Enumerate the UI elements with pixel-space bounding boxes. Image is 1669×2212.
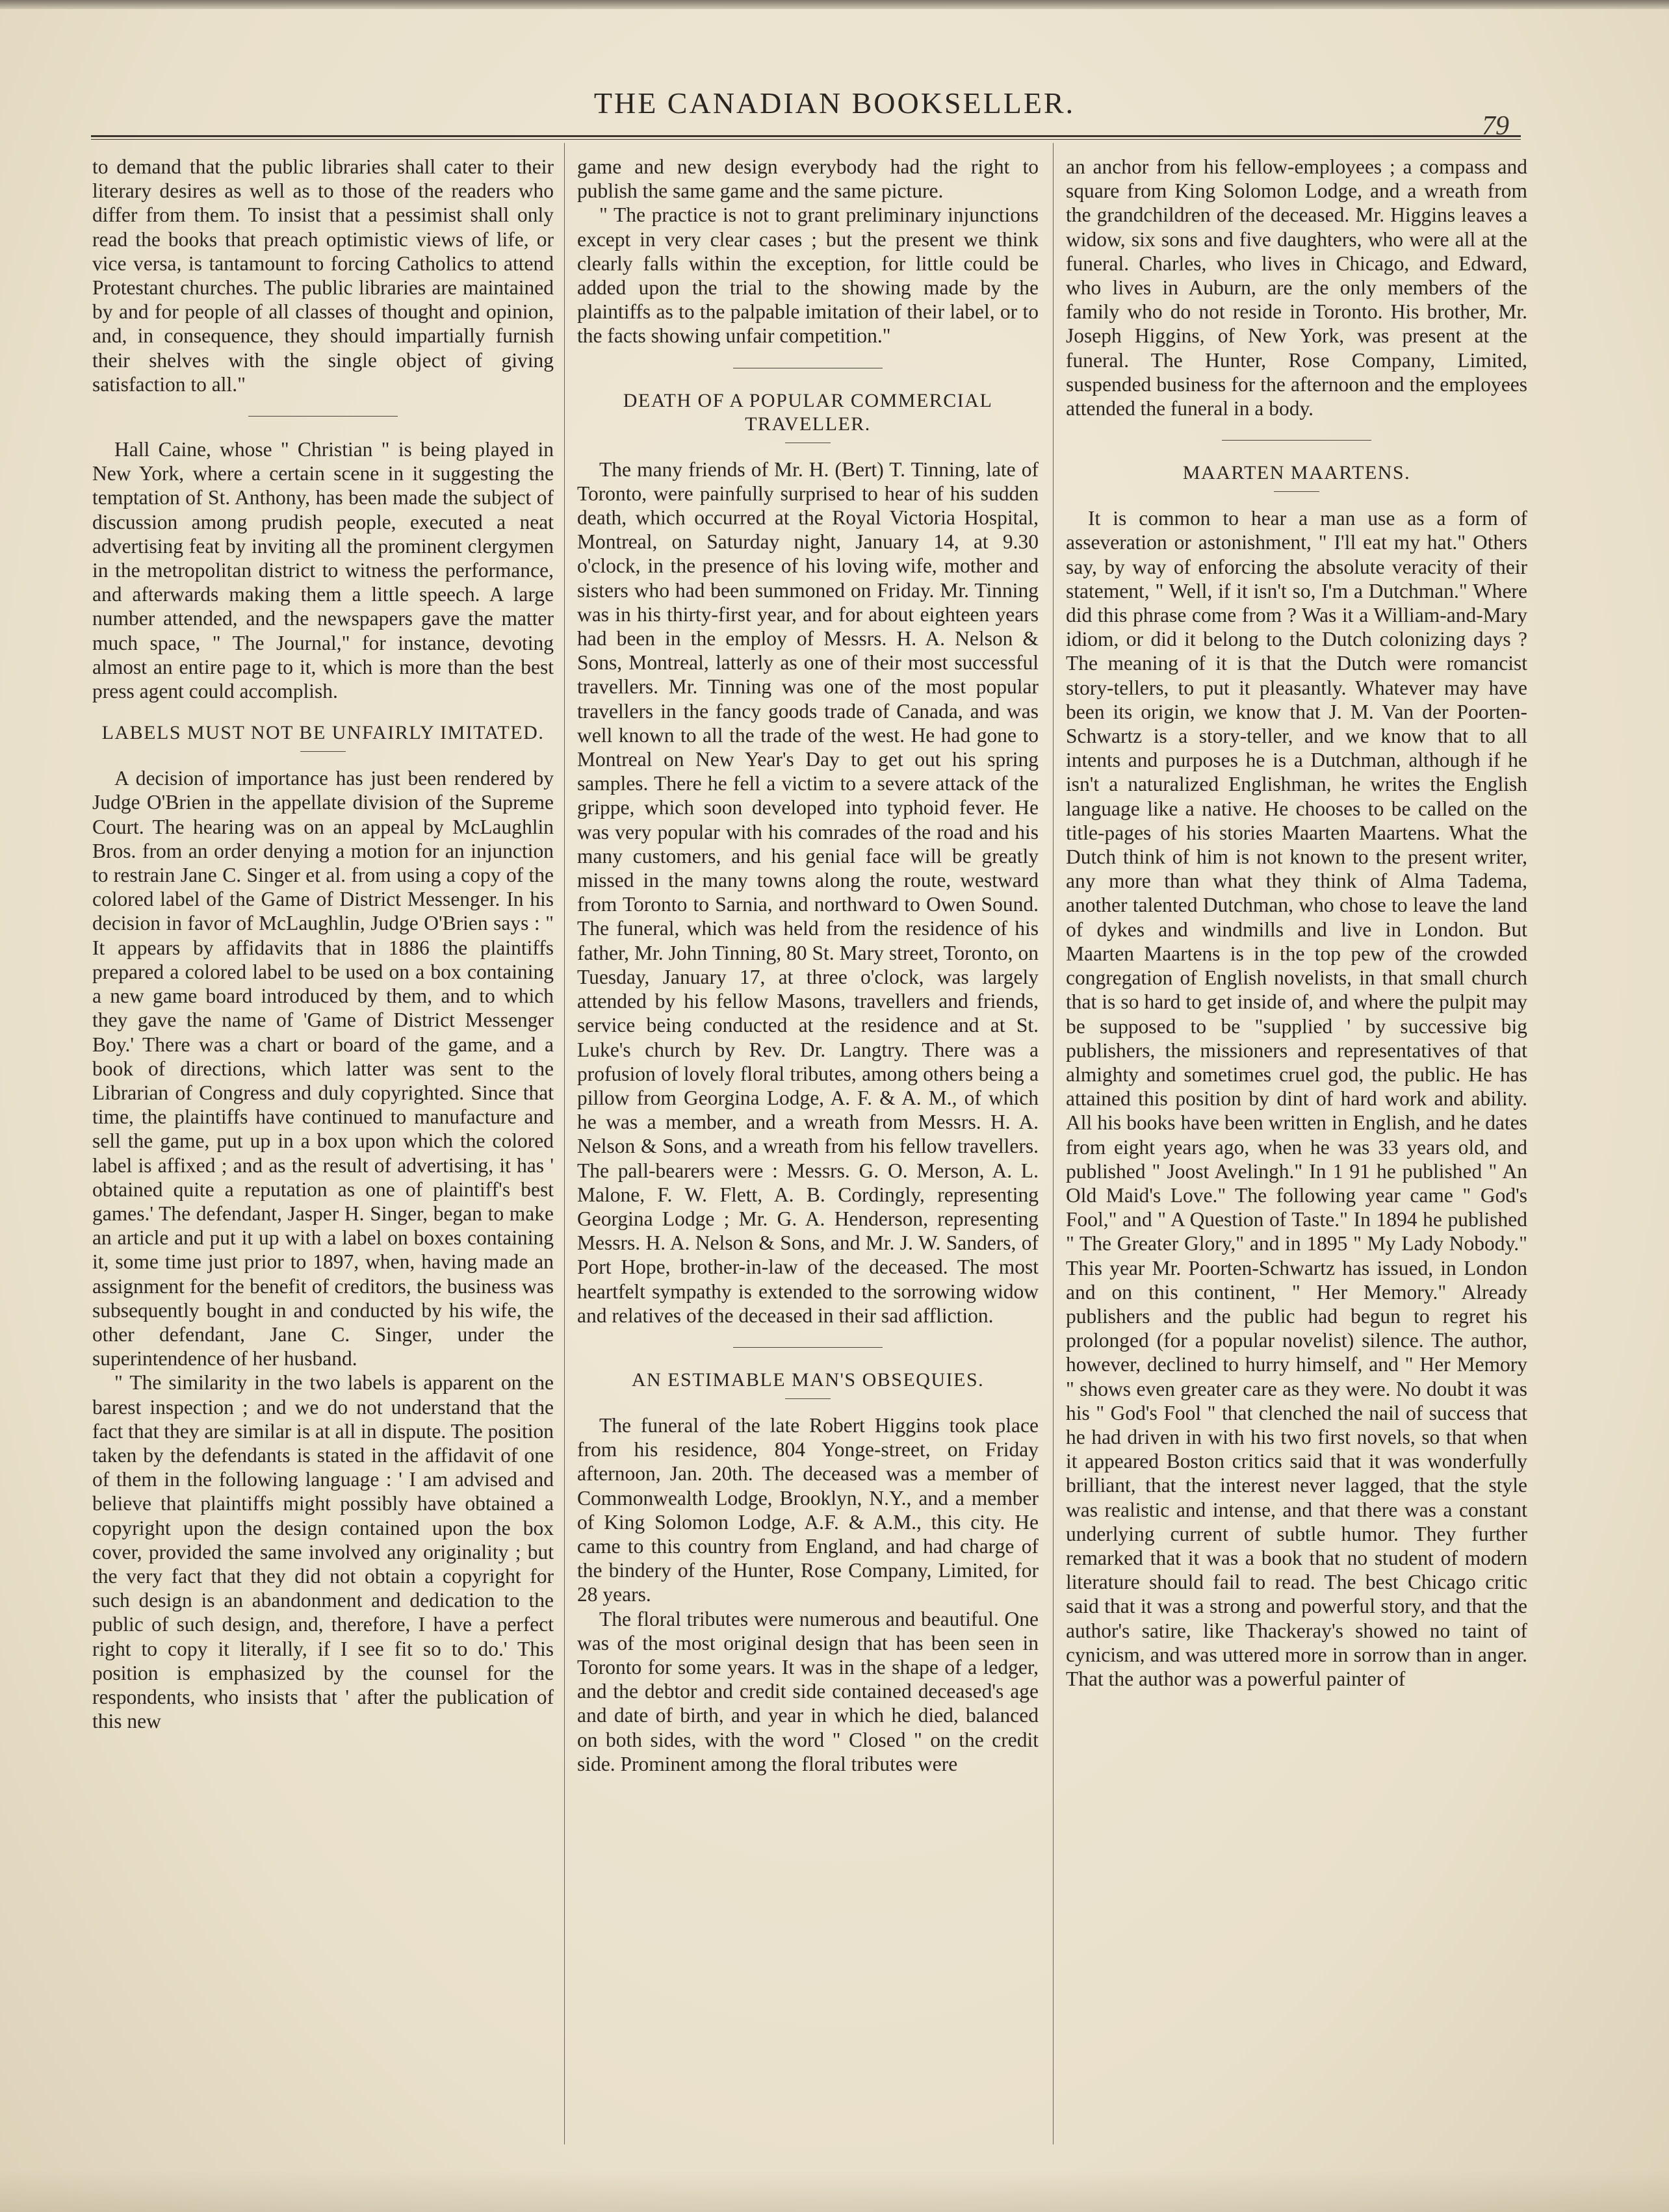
page-top-edge [0,0,1669,9]
paragraph: The funeral of the late Robert Higgins took place from his residence, 804 Yonge-street, on Friday afternoon, Jan. 20th. The deceased was a member of Commonwealth Lodge, Brooklyn, N.Y., and a member of King Solomon Lodge, A.F. & A.M., this city. He came to this country from England, and had charge of the bindery of the Hunter, Rose Company, Limited, for 28 years. [577,1413,1039,1606]
paragraph: " The practice is not to grant preliminary injunctions except in very clear cases ; but the present we think clearly falls within the exception, for little could be added upon the trial to the showing made by the plaintiffs as to the palpable imitation of their label, or to the facts showing unfair competition." [577,203,1039,348]
paragraph: The many friends of Mr. H. (Bert) T. Tinning, late of Toronto, were painfully surprised to hear of his sudden death, which occurred at the Royal Victoria Hospital, Montreal, on Saturday night, January 14, at 9.30 o'clock, in the presence of his loving wife, mother and sisters who had been summoned on Friday. Mr. Tinning was in his thirty-first year, and for about eighteen years had been in the employ of Messrs. H. A. Nelson & Sons, Montreal, latterly as one of their most successful travellers. Mr. Tinning was one of the most popular travellers in the fancy goods trade of Canada, and was well known to all the trade of the west. He had gone to Montreal on New Year's Day to get out his spring samples. There he fell a victim to a severe attack of the grippe, which soon developed into typhoid fever. He was very popular with his comrades of the road and his many customers, and his genial face will be greatly missed in the many towns along the route, westward from Toronto to Sarnia, and northward to Owen Sound. The funeral, which was held from the residence of his father, Mr. John Tinning, 80 St. Mary street, Toronto, on Tuesday, January 17, at three o'clock, was largely attended by his fellow Masons, travellers and friends, service being conducted at the residence and at St. Luke's church by Rev. Dr. Langtry. There was a profusion of lovely floral tributes, among others being a pillow from Georgina Lodge, A. F. & A. M., of which he was a member, and a wreath from Messrs. H. A. Nelson & Sons, and a wreath from his fellow travellers. The pall-bearers were : Messrs. G. O. Merson, A. L. Malone, F. W. Flett, A. B. Cordingly, representing Georgina Lodge ; Mr. G. A. Henderson, representing Messrs. H. A. Nelson & Sons, and Mr. J. W. Sanders, of Port Hope, brother-in-law of the deceased. The most heartfelt sympathy is extended to the sorrowing widow and relatives of the deceased in their sad affliction. [577,457,1039,1327]
paragraph: " The similarity in the two labels is apparent on the barest inspection ; and we do not understand that the fact that they are similar is at all in dispute. The position taken by the defendants is stated in the affidavit of one of them in the following language : ' I am advised and believe that plaintiffs might possibly have obtained a copyright upon the design contained upon the box cover, provided the same involved any originality ; but the very fact that they did not obtain a copyright for such design is an abandonment and dedication to the public of such design, and, therefore, I have a perfect right to copy it literally, if I see fit so to do.' This position is emphasized by the counsel for the respondents, who insists that ' after the publication of this new [92,1371,554,1733]
article-heading: DEATH OF A POPULAR COMMERCIAL TRAVELLER. [623,389,993,435]
section-separator [1222,440,1371,441]
article-heading: AN ESTIMABLE MAN'S OBSEQUIES. [631,1369,985,1391]
column-divider-2 [1053,143,1054,2144]
page-number: 79 [1482,111,1509,141]
paragraph: game and new design everybody had the right to publish the same game and the same picture. [577,155,1039,203]
header-rule [91,135,1521,140]
paragraph: The floral tributes were numerous and beautiful. One was of the most original design that has been seen in Toronto for some years. It was in the shape of a ledger, and the debtor and credit side contained deceased's age and date of birth, and year in which he died, balanced on both sides, with the word " Closed " on the credit side. Prominent among the floral tributes were [577,1607,1039,1775]
section-separator [733,1347,883,1348]
paragraph: It is common to hear a man use as a form of asseveration or astonishment, " I'll eat my hat." Others say, by way of enforcing the absolute veracity of their statement, " Well, if it isn't so, I'm a Dutchman." Where did this phrase come from ? Was it a William-and-Mary idiom, or did it belong to the Dutch colonizing days ? The meaning of it is that the Dutch were romancist story-tellers, to put it pleasantly. Whatever may have been its origin, we know that J. M. Van der Poorten-Schwartz is a story-teller, and we know that to all intents and purposes he is a Dutchman, although if he isn't a naturalized Englishman, he writes the English language like a native. He chooses to be called on the title-pages of his stories Maarten Maartens. What the Dutch think of him is not known to the present writer, any more than what they think of Alma Tadema, another talented Dutchman, who chose to leave the land of dykes and windmills and live in London. But Maarten Maartens is in the top pew of the crowded congregation of English novelists, in that small church that is so hard to get inside of, and where the pulpit may be supposed to be "supplied ' by successive big publishers, the missioners and representatives of that almighty and sometimes cruel god, the public. He has attained this position by dint of hard work and ability. All his books have been written in English, and he dates from eight years ago, when he was 33 years old, and published " Joost Avelingh." In 1 91 he published " An Old Maid's Love." The following year came " God's Fool," and " A Question of Taste." In 1894 he published " The Greater Glory," and in 1895 " My Lady Nobody." This year Mr. Poorten-Schwartz has issued, in London and on this continent, " Her Memory." Already publishers and the public had begun to regret his prolonged (for a popular novelist) silence. The author, however, declined to hurry himself, and " Her Memory " shows even greater care as they were. No doubt it was his " God's Fool " that clenched the nail of success that he had driven in with his two first novels, so that when it appeared Boston critics said that it was wonderfully brilliant, that the interest never lagged, that the style was realistic and intense, and that there was a constant underlying current of subtle humor. They further remarked that it was a book that no student of modern literature should fail to read. The best Chicago critic said that it was a strong and powerful story, and that the author's satire, like Thackeray's showed no taint of cynicism, and was uttered more in sorrow than in anger. That the author was a powerful painter of [1066,507,1527,1690]
page-bottom-shade [0,2170,1669,2212]
column-3 [1066,155,1527,1691]
section-separator [248,416,398,417]
paragraph: A decision of importance has just been rendered by Judge O'Brien in the appellate division of the Supreme Court. The hearing was on an appeal by McLaughlin Bros. from an order denying a motion for an injunction to restrain Jane C. Singer et al. from using a copy of the colored label of the Game of District Messenger. In his decision in favor of McLaughlin, Judge O'Brien says : " It appears by affidavits that in 1886 the plaintiffs prepared a colored label to be used on a box containing a new game board introduced by them, and to which they gave the name of 'Game of District Messenger Boy.' There was a chart or board of the game, and a book of directions, which latter was sent to the Librarian of Congress and duly copyrighted. Since that time, the plaintiffs have continued to manufacture and sell the game, put up in a box upon which the colored label is affixed ; and as the result of advertising, it has ' obtained quite a reputation as one of plaintiff's best games.' The defendant, Jasper H. Singer, began to make an article and put it up with a label on boxes containing it, some time just prior to 1897, when, having made an assignment for the benefit of creditors, the business was subsequently bought in and conducted by his wife, the other defendant, Jane C. Singer, under the superintendence of her husband. [92,767,554,1370]
column-1 [92,155,554,1733]
heading-rule [785,1398,831,1399]
heading-rule [1274,491,1319,492]
page-title: THE CANADIAN BOOKSELLER. [593,86,1076,120]
paragraph: Hall Caine, whose " Christian " is being played in New York, where a certain scene in it suggesting the temptation of St. Anthony, has been made the subject of discussion among prudish people, executed a neat advertising feat by inviting all the prominent clergymen in the metropolitan district to witness the performance, and afterwards making them a little speech. A large number attended, and the newspapers gave the matter much space, " The Journal," for instance, devoting almost an entire page to it, which is more than the best press agent could accomplish. [92,438,554,703]
article-heading: LABELS MUST NOT BE UNFAIRLY IMITATED. [101,722,545,744]
paragraph: to demand that the public libraries shall cater to their literary desires as well as to those of the readers who differ from them. To insist that a pessimist shall only read the books that preach optimistic views of life, or vice versa, is tantamount to forcing Catholics to attend Protestant churches. The public libraries are maintained by and for people of all classes of thought and opinion, and, in consequence, they should impartially furnish their shelves with the single object of giving satisfaction to all." [92,155,554,396]
article-heading: MAARTEN MAARTENS. [1182,462,1411,484]
heading-rule [300,751,346,752]
column-divider-1 [564,143,565,2144]
column-2 [577,155,1039,1776]
paragraph: an anchor from his fellow-employees ; a compass and square from King Solomon Lodge, and a wreath from the grandchildren of the deceased. Mr. Higgins leaves a widow, six sons and five daughters, who were all at the funeral. Charles, who lives in Chicago, and Edward, who lives in Auburn, are the only members of the family who do not reside in Toronto. His brother, Mr. Joseph Higgins, of New York, was present at the funeral. The Hunter, Rose Company, Limited, suspended business for the afternoon and the employees attended the funeral in a body. [1066,155,1527,420]
